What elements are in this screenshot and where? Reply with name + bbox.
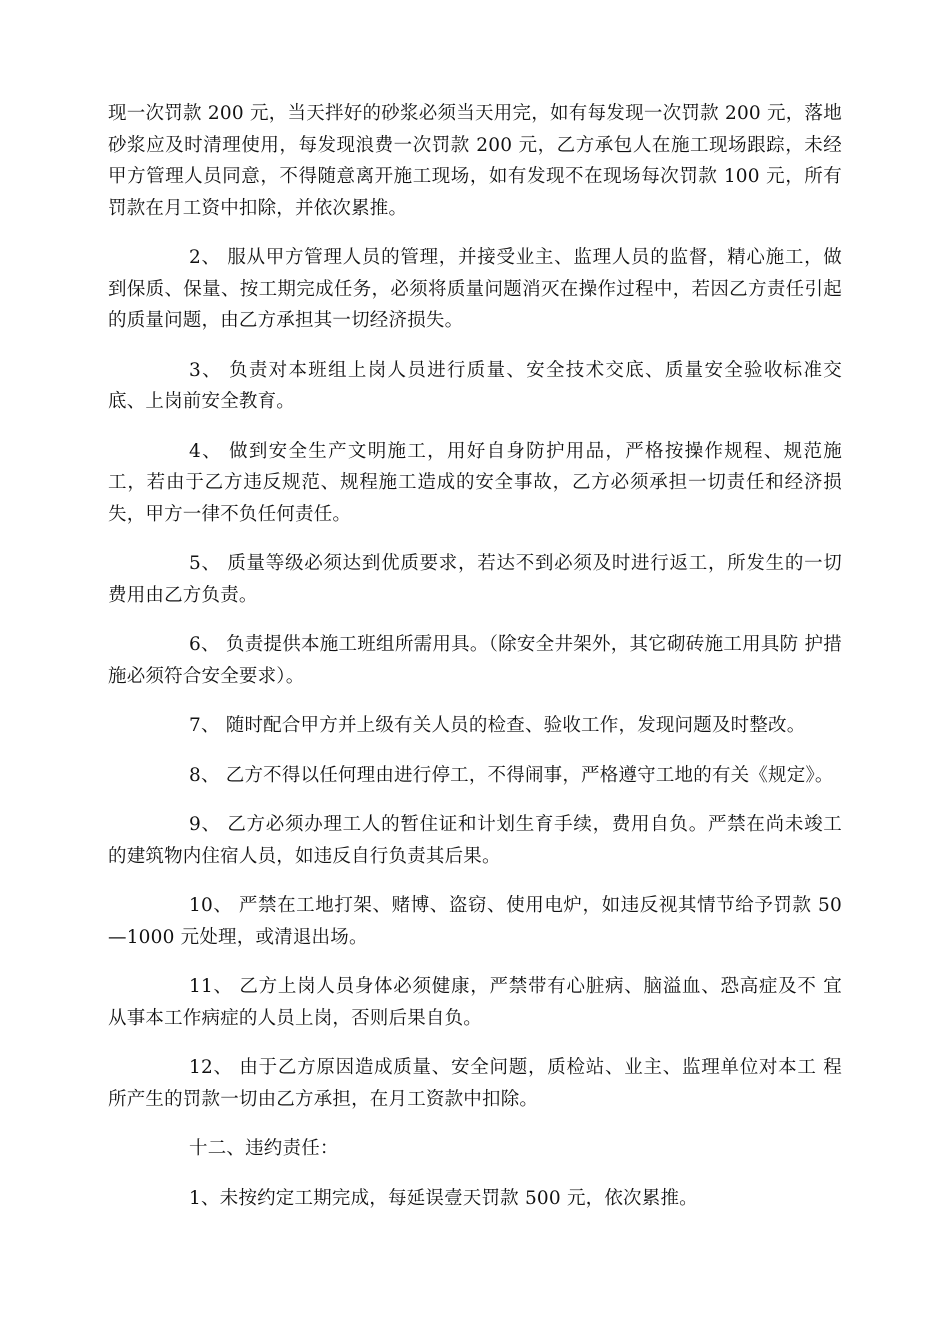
paragraph-clause-3: 3、 负责对本班组上岗人员进行质量、安全技术交底、质量安全验收标准交底、上岗前安全教育。 (108, 359, 842, 412)
paragraph-clause-10: 10、 严禁在工地打架、赌博、盗窃、使用电炉，如违反视其情节给予罚款 50—1000 元处理，或清退出场。 (108, 895, 842, 948)
paragraph-clause-6: 6、 负责提供本施工班组所需用具。（除安全井架外，其它砌砖施工用具防 护措施必须符合安全要求）。 (108, 634, 842, 687)
paragraph-clause-7: 7、 随时配合甲方并上级有关人员的检查、验收工作，发现问题及时整改。 (189, 715, 806, 736)
paragraph-clause-5: 5、 质量等级必须达到优质要求，若达不到必须及时进行返工，所发生的一切费用由乙方负责。 (108, 553, 842, 606)
document-body (108, 98, 842, 1214)
paragraph-breach-clause-1: 1、未按约定工期完成，每延误壹天罚款 500 元，依次累推。 (189, 1187, 698, 1209)
paragraph-clause-8: 8、 乙方不得以任何理由进行停工，不得闹事，严格遵守工地的有关《规定》。 (189, 764, 834, 786)
paragraph-penalty-continuation: 现一次罚款 200 元，当天拌好的砂浆必须当天用完，如有每发现一次罚款 200 元，落地砂浆应及时清理使用，每发现浪费一次罚款 200 元，乙方承包人在施工现场跟踪，未经甲方管理人员同意，不得随意离开施工现场，如有发现不在现场每次罚款 100 元，所有罚款在月工资中扣除，并依次累推。 (108, 103, 842, 219)
paragraph-clause-11: 11、 乙方上岗人员身体必须健康，严禁带有心脏病、脑溢血、恐高症及不 宜从事本工作病症的人员上岗，否则后果自负。 (108, 976, 842, 1029)
section-heading-breach-liability: 十二、违约责任： (189, 1138, 339, 1159)
paragraph-clause-12: 12、 由于乙方原因造成质量、安全问题，质检站、业主、监理单位对本工 程所产生的罚款一切由乙方承担，在月工资款中扣除。 (108, 1057, 842, 1110)
paragraph-clause-2: 2、 服从甲方管理人员的管理，并接受业主、监理人员的监督，精心施工，做到保质、保量、按工期完成任务，必须将质量问题消灭在操作过程中，若因乙方责任引起的质量问题，由乙方承担其一切经济损失。 (108, 247, 842, 331)
paragraph-clause-9: 9、 乙方必须办理工人的暂住证和计划生育手续，费用自负。严禁在尚未竣工的建筑物内住宿人员，如违反自行负责其后果。 (108, 814, 842, 867)
paragraph-clause-4: 4、 做到安全生产文明施工，用好自身防护用品，严格按操作规程、规范施工，若由于乙方违反规范、规程施工造成的安全事故，乙方必须承担一切责任和经济损失，甲方一律不负任何责任。 (108, 440, 842, 525)
